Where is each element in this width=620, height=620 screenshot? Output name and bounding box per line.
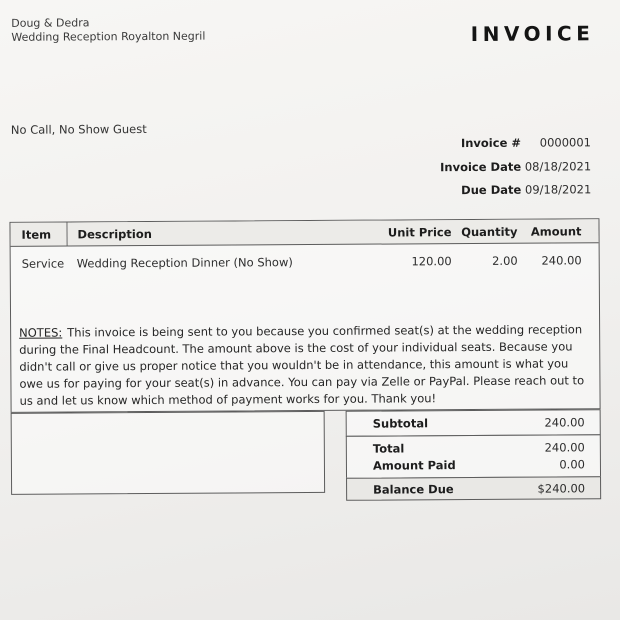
notes-label: NOTES: xyxy=(19,325,63,340)
column-header-unit-price: Unit Price xyxy=(387,224,452,240)
invoice-date-label: Invoice Date xyxy=(440,159,522,174)
invoice-number-value: 0000001 xyxy=(539,135,592,150)
subtotal-value: 240.00 xyxy=(544,415,585,430)
cell-amount: 240.00 xyxy=(541,253,582,268)
column-header-amount: Amount xyxy=(530,223,582,239)
sender-block xyxy=(11,16,205,44)
amount-paid-row xyxy=(373,455,585,473)
sender-event: Wedding Reception Royalton Negril xyxy=(11,29,206,44)
table-row xyxy=(11,243,599,273)
total-row xyxy=(373,438,585,456)
empty-footer-box xyxy=(11,411,325,495)
due-date-label: Due Date xyxy=(461,182,522,198)
balance-due-row xyxy=(346,476,601,501)
invoice-date-value: 08/18/2021 xyxy=(524,158,592,174)
due-date-value: 09/18/2021 xyxy=(524,182,592,197)
amount-paid-value: 0.00 xyxy=(559,456,585,471)
notes-paragraph xyxy=(19,321,592,409)
items-table-header xyxy=(10,219,598,247)
sender-name: Doug & Dedra xyxy=(11,16,90,30)
column-header-description: Description xyxy=(66,221,361,246)
amount-paid-label: Amount Paid xyxy=(372,457,456,473)
total-label: Total xyxy=(372,440,405,456)
balance-due-value: $240.00 xyxy=(537,480,586,496)
column-header-item: Item xyxy=(21,227,52,242)
total-group xyxy=(346,434,601,479)
bill-to: No Call, No Show Guest xyxy=(10,121,147,137)
page-title: INVOICE xyxy=(470,21,595,47)
cell-quantity: 2.00 xyxy=(492,253,518,268)
meta-row-due-date xyxy=(440,182,591,197)
items-table xyxy=(9,218,600,413)
balance-due-label: Balance Due xyxy=(373,481,454,497)
subtotal-label: Subtotal xyxy=(372,416,429,431)
meta-row-invoice-number xyxy=(440,135,591,150)
column-header-quantity: Quantity xyxy=(461,224,518,239)
invoice-meta xyxy=(440,135,591,206)
cell-item: Service xyxy=(21,256,65,271)
totals-summary xyxy=(346,409,602,501)
meta-row-invoice-date xyxy=(440,159,591,174)
cell-unit-price: 120.00 xyxy=(411,254,452,269)
total-value: 240.00 xyxy=(544,439,585,455)
subtotal-row xyxy=(346,409,601,437)
invoice-number-label: Invoice # xyxy=(460,135,522,151)
cell-description: Wedding Reception Dinner (No Show) xyxy=(76,255,293,271)
notes-text: This invoice is being sent to you because you confirmed seat(s) at the wedding reception during the Final Headcount. The amount above is the cost of your individual seats. Because you didn't call or give us proper notice that you wouldn't be in attendance, this amount is what you owe us for paying for your seat(s) in advance. You can pay via Zelle or PayPal. Please reach out to us and let us know which method of payment works for you. Thank you! xyxy=(19,322,585,408)
